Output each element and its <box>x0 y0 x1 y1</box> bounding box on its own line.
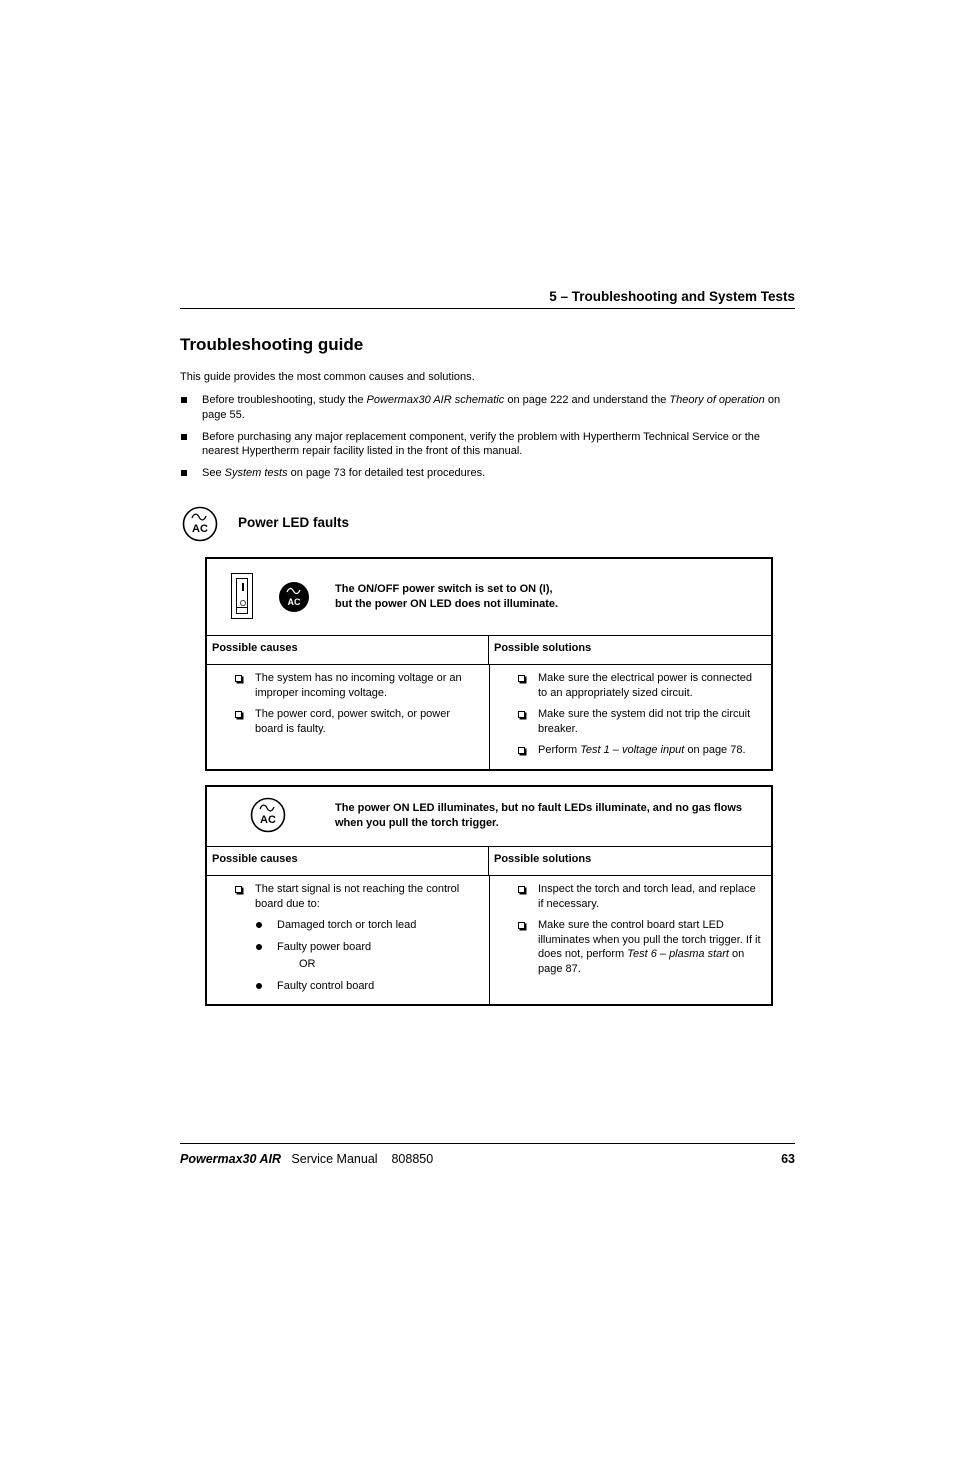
fault-table-1 <box>205 557 773 771</box>
list-item: Before troubleshooting, study the Powermax30 AIR schematic on page 222 and understand the Theory of operation on page 55. <box>180 393 795 422</box>
solution-item: Make sure the control board start LED illuminates when you pull the torch trigger. If it does not, perform Test 6 – plasma start on page 87. <box>490 918 771 976</box>
bullet-list <box>180 393 795 488</box>
table-body <box>207 665 771 769</box>
dot-bullet-icon <box>256 983 262 989</box>
solutions-header: Possible solutions <box>494 853 592 865</box>
chapter-header: 5 – Troubleshooting and System Tests <box>549 289 795 304</box>
manual-type: Service Manual <box>291 1152 378 1166</box>
svg-text:AC: AC <box>287 597 301 607</box>
causes-header: Possible causes <box>207 636 489 664</box>
fault-description: The ON/OFF power switch is set to ON (I), but the power ON LED does not illuminate. <box>335 583 559 610</box>
solution-item: Perform Test 1 – voltage input on page 78. <box>490 743 771 758</box>
solution-item: Make sure the electrical power is connected to an appropriately sized circuit. <box>490 671 771 700</box>
footer-rule <box>180 1143 795 1144</box>
dot-bullet-icon <box>256 944 262 950</box>
page-title: Troubleshooting guide <box>180 335 364 354</box>
svg-text:AC: AC <box>192 523 208 535</box>
link-system-tests[interactable]: System tests <box>224 467 288 479</box>
sub-cause-item: Damaged torch or torch lead <box>207 918 489 933</box>
ac-power-icon <box>182 506 218 542</box>
fault-table-2 <box>205 785 773 1006</box>
causes-cell <box>207 876 490 1004</box>
dot-bullet-icon <box>256 922 262 928</box>
link-theory[interactable]: Theory of operation <box>669 394 765 406</box>
square-bullet-icon <box>181 434 187 440</box>
cause-item: The start signal is not reaching the control board due to: <box>207 882 489 911</box>
column-headers <box>207 847 771 876</box>
solution-item: Inspect the torch and torch lead, and replace if necessary. <box>490 882 771 911</box>
fault-header <box>207 559 771 636</box>
solution-item: Make sure the system did not trip the circuit breaker. <box>490 707 771 736</box>
solutions-cell <box>490 876 771 1004</box>
fault-header <box>207 787 771 847</box>
checkbox-icon <box>235 675 242 682</box>
square-bullet-icon <box>181 397 187 403</box>
cause-item: The system has no incoming voltage or an improper incoming voltage. <box>207 671 489 700</box>
link-test-1[interactable]: Test 1 – voltage input <box>580 744 685 756</box>
ac-power-icon <box>250 797 286 833</box>
intro-text: This guide provides the most common causes and solutions. <box>180 371 475 383</box>
causes-cell <box>207 665 490 769</box>
cause-item: The power cord, power switch, or power board is faulty. <box>207 707 489 736</box>
page-number: 63 <box>781 1152 795 1166</box>
solutions-cell <box>490 665 771 769</box>
column-headers <box>207 636 771 665</box>
fault-description: The power ON LED illuminates, but no fault LEDs illuminate, and no gas flows when you pull the torch trigger. <box>335 802 743 829</box>
checkbox-icon <box>518 886 525 893</box>
power-switch-icon: O <box>231 573 253 619</box>
header-rule <box>180 308 795 309</box>
checkbox-icon <box>518 747 525 754</box>
svg-text:AC: AC <box>260 814 276 826</box>
link-test-6[interactable]: Test 6 – plasma start <box>627 948 729 960</box>
checkbox-icon <box>235 711 242 718</box>
link-schematic[interactable]: Powermax30 AIR schematic <box>366 394 505 406</box>
list-item: See System tests on page 73 for detailed test procedures. <box>180 466 795 481</box>
checkbox-icon <box>518 711 525 718</box>
checkbox-icon <box>235 886 242 893</box>
list-item: Before purchasing any major replacement component, verify the problem with Hypertherm Technical Service or the nearest Hypertherm repair facility listed in the front of this manual. <box>180 430 795 459</box>
sub-cause-item: Faulty control board <box>207 979 489 994</box>
part-number: 808850 <box>391 1152 434 1166</box>
checkbox-icon <box>518 922 525 929</box>
checkbox-icon <box>518 675 525 682</box>
square-bullet-icon <box>181 470 187 476</box>
ac-power-icon <box>278 581 310 613</box>
product-name: Powermax30 AIR <box>180 1152 281 1166</box>
causes-header: Possible causes <box>207 847 489 875</box>
page-footer <box>180 1152 795 1166</box>
solutions-header: Possible solutions <box>494 642 592 654</box>
sub-cause-item: Faulty power board <box>207 940 489 955</box>
section-title: Power LED faults <box>238 515 350 530</box>
table-body <box>207 876 771 1004</box>
or-separator: OR <box>299 958 316 970</box>
